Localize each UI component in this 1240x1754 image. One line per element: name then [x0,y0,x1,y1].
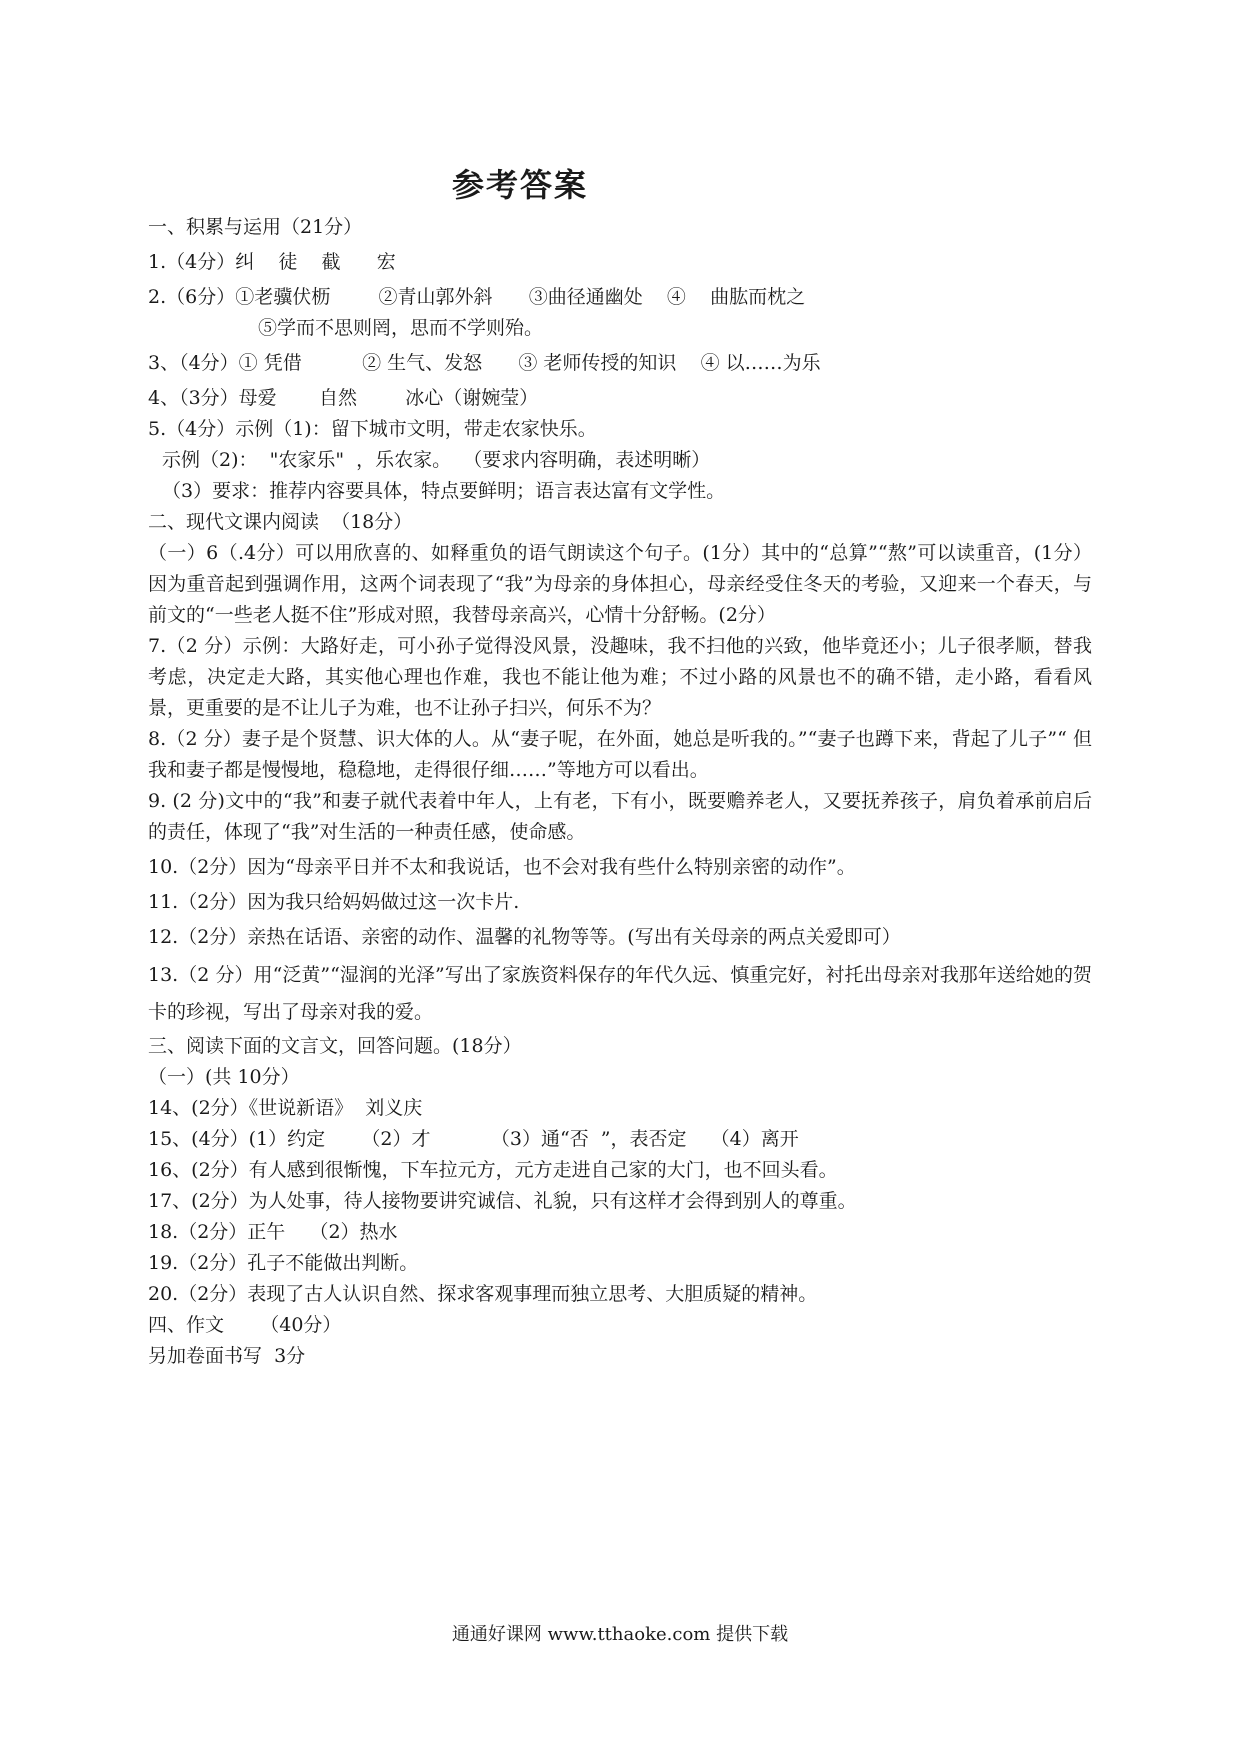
section-heading-2: 二、现代文课内阅读 （18分） [148,511,413,533]
answer-line-5: 5.（4分）示例（1)：留下城市文明，带走农家快乐。 [148,418,597,440]
answer-line-11: 11.（2分）因为我只给妈妈做过这一次卡片. [148,891,520,913]
section-heading-4: 四、作文 （40分） [148,1314,342,1336]
page-title: 参考答案 [451,166,588,204]
answer-content [148,212,1092,1372]
answer-line-2: 2.（6分）①老骥伏枥 ②青山郭外斜 ③曲径通幽处 ④ 曲肱而枕之 [148,286,806,308]
answer-line-8: 8.（2 分）妻子是个贤慧、识大体的人。从“妻子呢，在外面，她总是听我的。”“妻子也蹲下来，背起了儿子”“ 但我和妻子都是慢慢地，稳稳地，走得很仔细……”等地方可以看出。 [148,728,1092,781]
answer-line-6: （一）6（.4分）可以用欣喜的、如释重负的语气朗读这个句子。(1分）其中的“总算”“熬”可以读重音，(1分）因为重音起到强调作用，这两个词表现了“我”为母亲的身体担心，母亲经受住冬天的考验，又迎来一个春天，与前文的“一些老人挺不住”形成对照，我替母亲高兴，心情十分舒畅。(2分） [148,542,1092,626]
answer-line-1: 1.（4分）纠 徒 截 宏 [148,251,396,273]
answer-line-4: 4、（3分）母爱 自然 冰心（谢婉莹） [148,387,539,409]
answer-line-15: 15、(4分）(1）约定 （2）才 （3）通“否 ”，表否定 （4）离开 [148,1128,799,1150]
answer-line-13: 13.（2 分）用“泛黄”“湿润的光泽”写出了家族资料保存的年代久远、慎重完好，衬托出母亲对我那年送给她的贺卡的珍视，写出了母亲对我的爱。 [148,964,1092,1023]
section-heading-1: 一、积累与运用（21分） [148,216,363,238]
answer-line-5-example2: 示例（2)： "农家乐" ，乐农家。 （要求内容明确，表述明晰） [162,449,711,471]
answer-line-2-cont: ⑤学而不思则罔，思而不学则殆。 [258,317,544,339]
answer-line-18: 18.（2分）正午 （2）热水 [148,1221,398,1243]
answer-line-17: 17、(2分）为人处事，待人接物要讲究诚信、礼貌，只有这样才会得到别人的尊重。 [148,1190,857,1212]
answer-line-10: 10.（2分）因为“母亲平日并不太和我说话，也不会对我有些什么特别亲密的动作”。 [148,856,856,878]
answer-line-20: 20.（2分）表现了古人认识自然、探求客观事理而独立思考、大胆质疑的精神。 [148,1283,818,1305]
answer-line-9: 9. (2 分)文中的“我”和妻子就代表着中年人，上有老，下有小，既要赡养老人，又要抚养孩子，肩负着承前启后的责任，体现了“我”对生活的一种责任感，使命感。 [148,790,1092,843]
handwriting-note: 另加卷面书写 3分 [148,1345,306,1367]
answer-line-5-requirement: （3）要求：推荐内容要具体，特点要鲜明；语言表达富有文学性。 [162,480,726,502]
answer-line-19: 19.（2分）孔子不能做出判断。 [148,1252,419,1274]
footer-source: 通通好课网 www.tthaoke.com 提供下载 [451,1624,789,1645]
answer-line-7: 7.（2 分）示例：大路好走，可小孙子觉得没风景，没趣味，我不扫他的兴致，他毕竟还小；儿子很孝顺，替我考虑，决定走大路，其实他心理也作难，我也不能让他为难；不过小路的风景也不的确不错，走小路，看看风景，更重要的是不让儿子为难，也不让孙子扫兴，何乐不为？ [148,635,1092,719]
section-heading-3: 三、阅读下面的文言文，回答问题。(18分） [148,1035,522,1057]
answer-line-12: 12.（2分）亲热在话语、亲密的动作、温馨的礼物等等。(写出有关母亲的两点关爱即可） [148,926,901,948]
answer-line-14: 14、(2分）《世说新语》 刘义庆 [148,1097,423,1119]
subsection-heading: （一）(共 10分） [148,1066,300,1088]
answer-line-16: 16、(2分）有人感到很惭愧，下车拉元方，元方走进自己家的大门，也不回头看。 [148,1159,838,1181]
answer-line-3: 3、（4分）① 凭借 ② 生气、发怒 ③ 老师传授的知识 ④ 以……为乐 [148,352,821,374]
